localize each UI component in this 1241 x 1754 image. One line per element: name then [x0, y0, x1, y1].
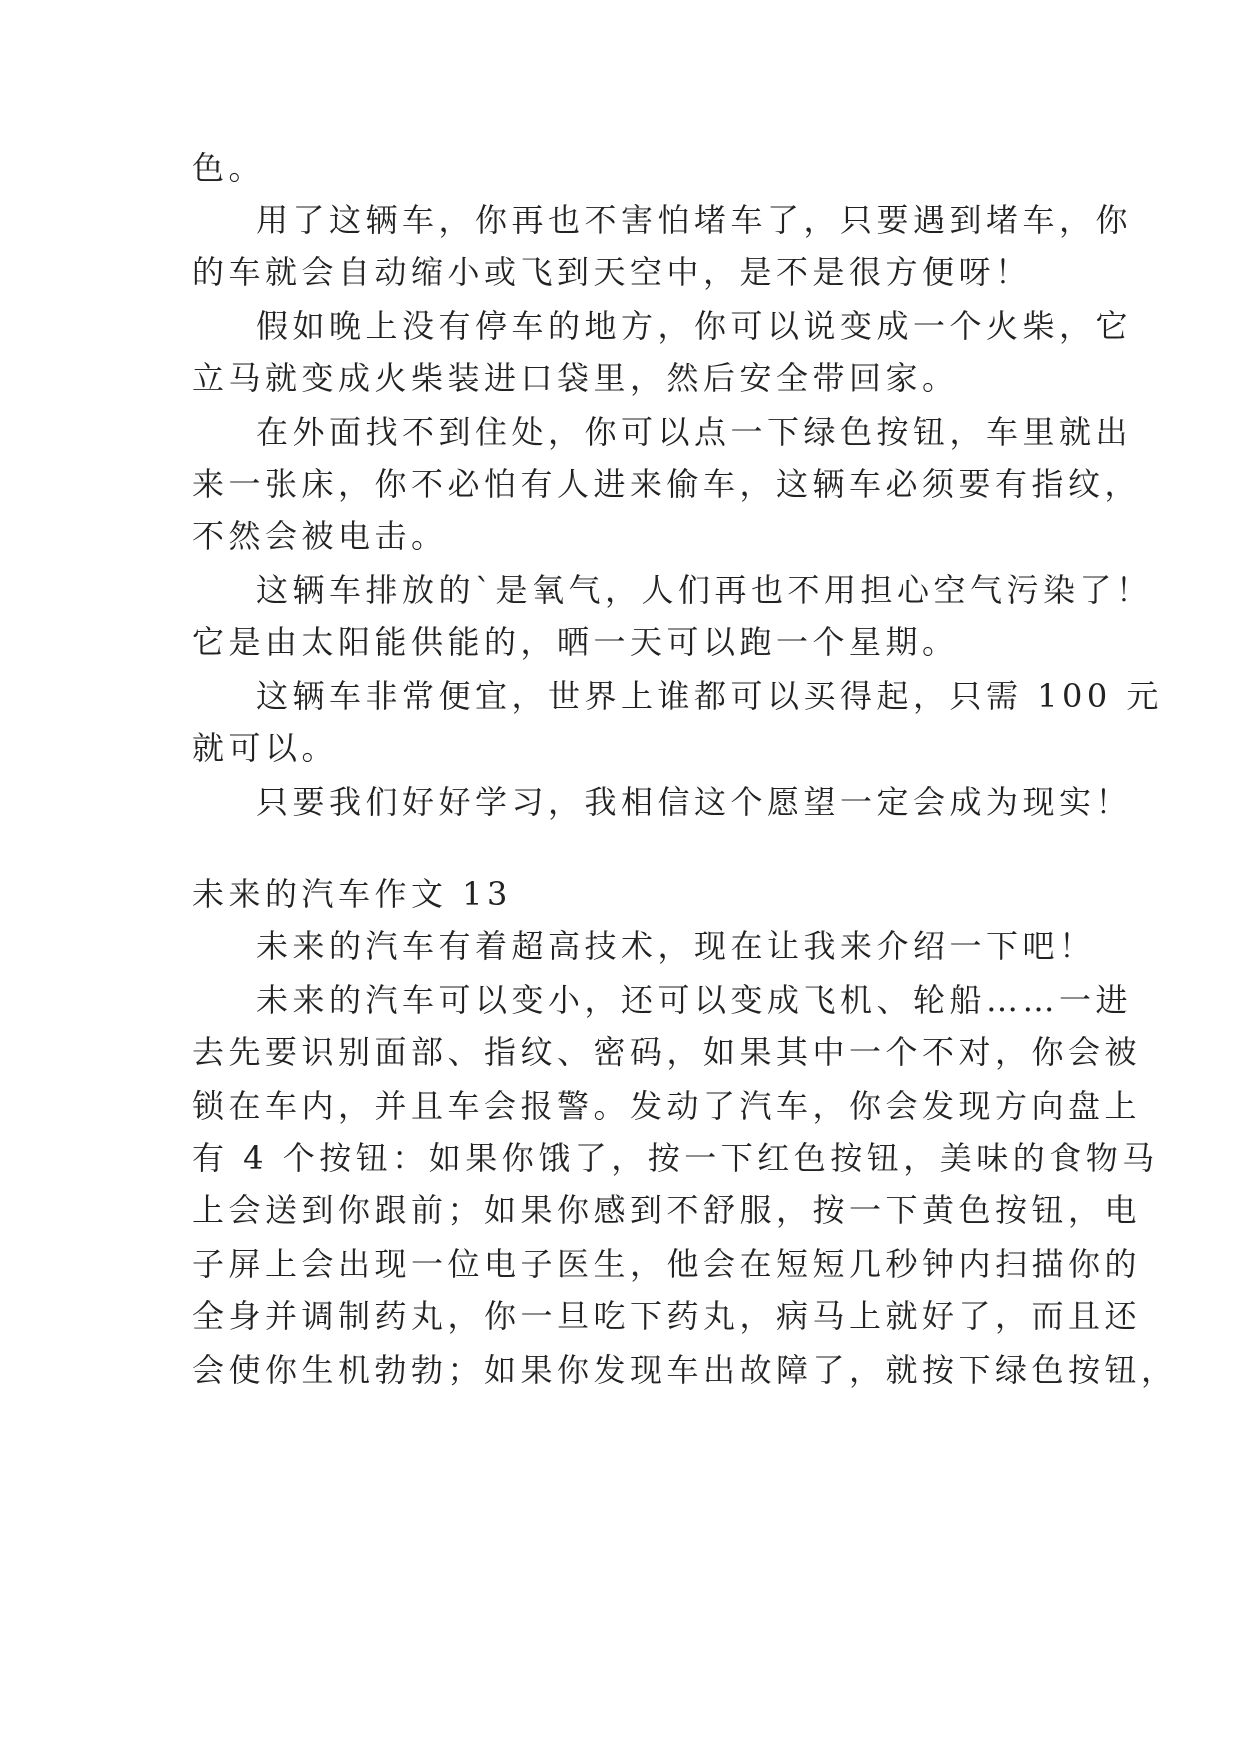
text-line: 的车就会自动缩小或飞到天空中，是不是很方便呀！	[192, 253, 1032, 291]
text-line: 它是由太阳能供能的，晒一天可以跑一个星期。	[192, 623, 959, 661]
text-line: 锁在车内，并且车会报警。发动了汽车，你会发现方向盘上	[192, 1087, 1142, 1125]
text-line: 上会送到你跟前；如果你感到不舒服，按一下黄色按钮，电	[192, 1191, 1142, 1229]
text-line: 立马就变成火柴装进口袋里，然后安全带回家。	[192, 359, 959, 397]
text-line: 有 4 个按钮：如果你饿了，按一下红色按钮，美味的食物马	[192, 1139, 1159, 1177]
paragraph-line: 未来的汽车可以变小，还可以变成飞机、轮船……一进	[256, 981, 1133, 1019]
text-line: 色。	[192, 149, 266, 187]
text-line: 不然会被电击。	[192, 517, 448, 555]
paragraph-line: 这辆车非常便宜，世界上谁都可以买得起，只需 100 元	[256, 677, 1163, 715]
text-line: 来一张床，你不必怕有人进来偷车，这辆车必须要有指纹，	[192, 465, 1142, 503]
paragraph-line: 这辆车排放的`是氧气，人们再也不用担心空气污染了！	[256, 571, 1153, 609]
paragraph-line: 用了这辆车，你再也不害怕堵车了，只要遇到堵车，你	[256, 201, 1133, 239]
paragraph-line: 未来的汽车有着超高技术，现在让我来介绍一下吧！	[256, 927, 1096, 965]
paragraph-line: 假如晚上没有停车的地方，你可以说变成一个火柴，它	[256, 307, 1133, 345]
section-title: 未来的汽车作文 13	[192, 875, 512, 913]
text-line: 就可以。	[192, 729, 339, 767]
paragraph-line: 在外面找不到住处，你可以点一下绿色按钮，车里就出	[256, 413, 1133, 451]
text-line: 去先要识别面部、指纹、密码，如果其中一个不对，你会被	[192, 1033, 1142, 1071]
text-line: 全身并调制药丸，你一旦吃下药丸，病马上就好了，而且还	[192, 1297, 1142, 1335]
text-line: 会使你生机勃勃；如果你发现车出故障了，就按下绿色按钮，	[192, 1351, 1178, 1389]
text-line: 子屏上会出现一位电子医生，他会在短短几秒钟内扫描你的	[192, 1245, 1142, 1283]
paragraph-line: 只要我们好好学习，我相信这个愿望一定会成为现实！	[256, 783, 1133, 821]
